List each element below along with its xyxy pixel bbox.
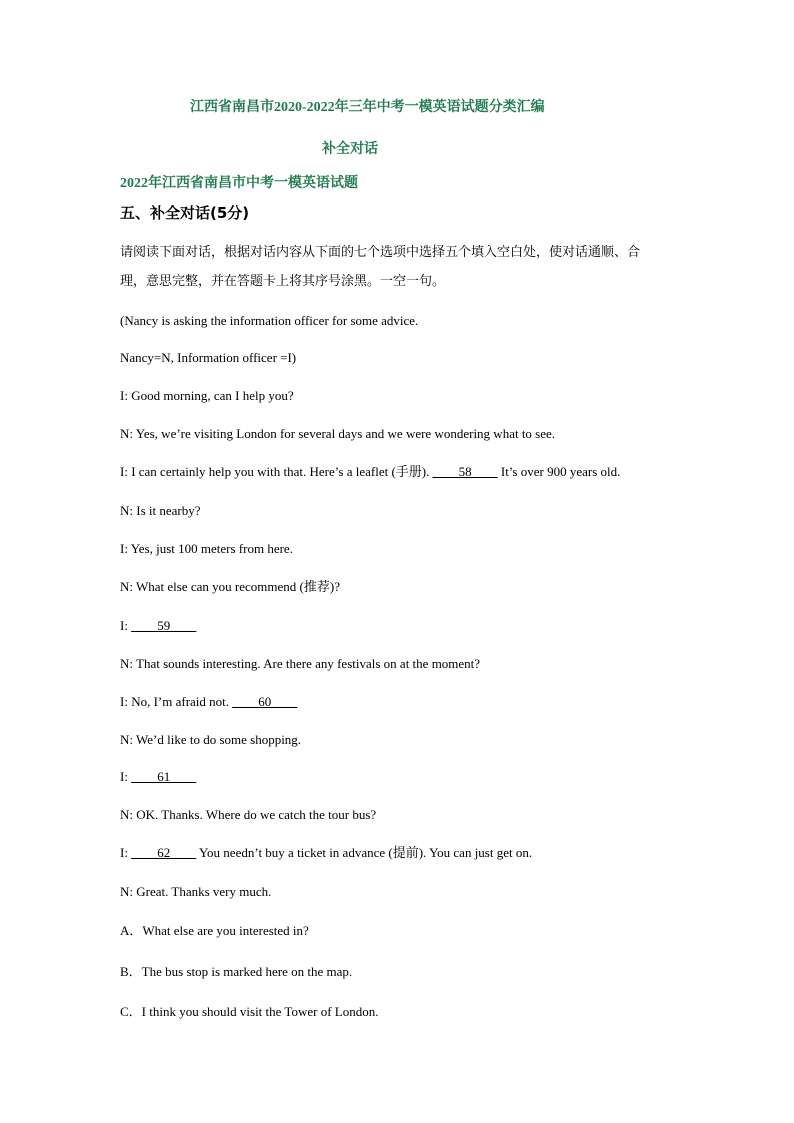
option-b: B．The bus stop is marked here on the map. [120, 964, 353, 979]
document-title: 江西省南昌市2020-2022年三年中考一模英语试题分类汇编 [190, 100, 545, 115]
answer-blank-58[interactable]: ____58____ [432, 464, 498, 479]
dialogue-text: You needn’t buy a ticket in advance (提前). You can just get on. [196, 845, 533, 860]
dialogue-text: I: [120, 618, 132, 633]
dialogue-intro-1: (Nancy is asking the information officer for some advice. [120, 313, 419, 328]
dialogue-line: N: OK. Thanks. Where do we catch the tour bus? [120, 807, 377, 822]
dialogue-text: I: No, I’m afraid not. [120, 694, 233, 709]
option-c: C．I think you should visit the Tower of London. [120, 1004, 379, 1019]
dialogue-text: I: [120, 769, 132, 784]
dialogue-line [120, 768, 690, 786]
dialogue-intro-2: Nancy=N, Information officer =I) [120, 350, 297, 365]
dialogue-line: N: What else can you recommend (推荐)? [120, 579, 340, 594]
answer-blank-59[interactable]: ____59____ [131, 618, 197, 633]
dialogue-line [120, 844, 690, 862]
option-a: A．What else are you interested in? [120, 923, 309, 938]
dialogue-line: N: That sounds interesting. Are there any festivals on at the moment? [120, 656, 481, 671]
dialogue-line [120, 617, 690, 635]
exam-name: 2022年江西省南昌市中考一模英语试题 [120, 176, 358, 191]
dialogue-line: I: Good morning, can I help you? [120, 388, 294, 403]
answer-blank-62[interactable]: ____62____ [131, 845, 197, 860]
document-subtitle: 补全对话 [322, 142, 378, 157]
dialogue-line: N: We’d like to do some shopping. [120, 732, 302, 747]
instruction-line-2: 理，意思完整，并在答题卡上将其序号涂黑。一空一句。 [120, 274, 446, 289]
dialogue-text: I: [120, 845, 132, 860]
dialogue-line [120, 693, 690, 711]
instruction-line-1: 请阅读下面对话，根据对话内容从下面的七个选项中选择五个填入空白处，使对话通顺、合 [120, 245, 641, 260]
section-heading: 五、补全对话(5分) [120, 204, 250, 222]
dialogue-line: N: Yes, we’re visiting London for several days and we were wondering what to see. [120, 426, 556, 441]
dialogue-line: N: Is it nearby? [120, 503, 201, 518]
answer-blank-61[interactable]: ____61____ [131, 769, 197, 784]
answer-blank-60[interactable]: ____60____ [232, 694, 298, 709]
dialogue-text: It’s over 900 years old. [497, 464, 621, 479]
dialogue-line: I: Yes, just 100 meters from here. [120, 541, 293, 556]
dialogue-line: N: Great. Thanks very much. [120, 884, 272, 899]
dialogue-line [120, 463, 690, 481]
dialogue-text: I: I can certainly help you with that. Here’s a leaflet (手册). [120, 464, 433, 479]
